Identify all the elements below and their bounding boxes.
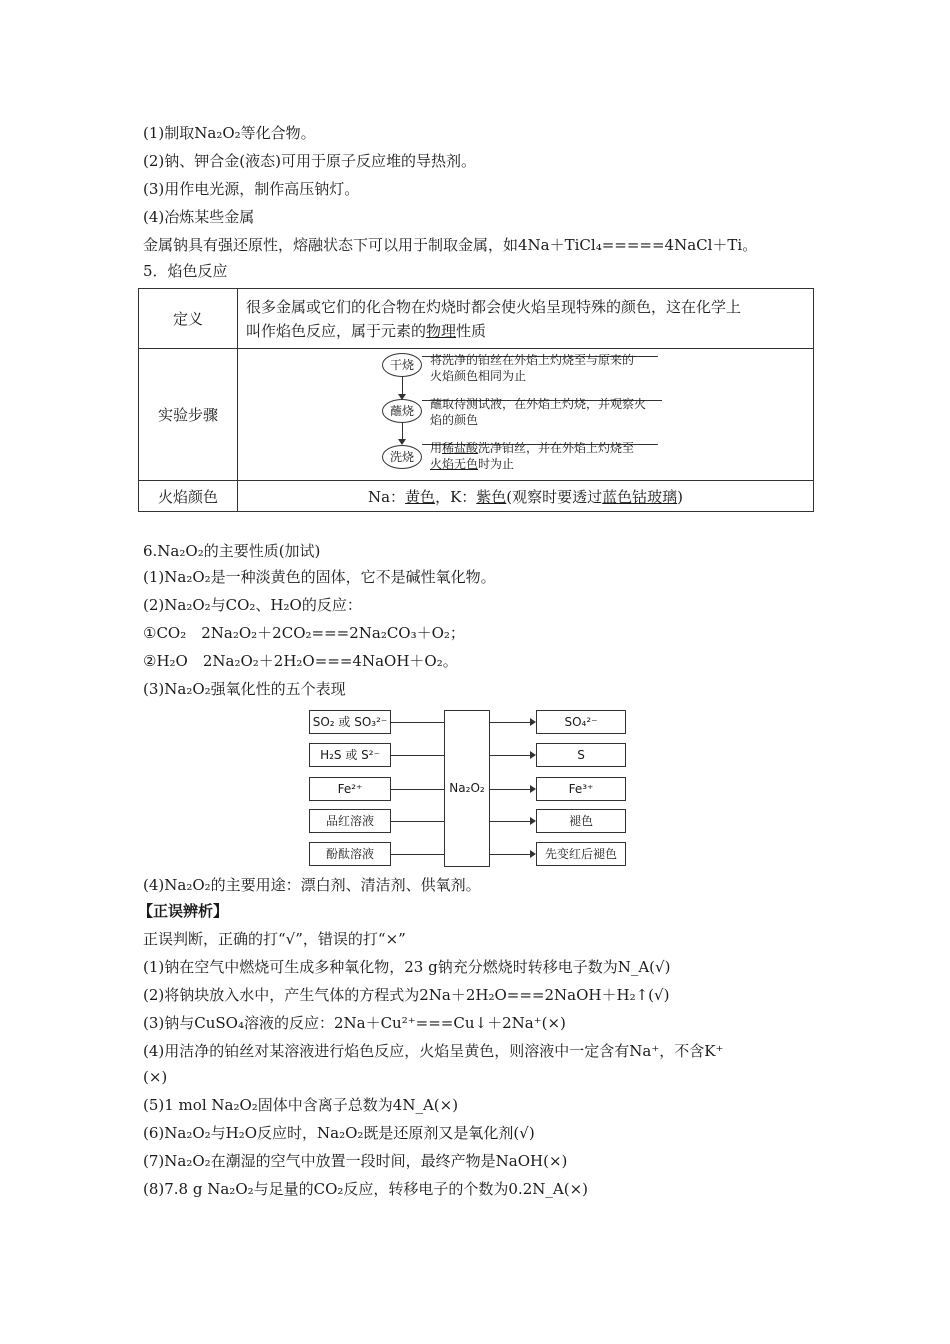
judge-q7: (7)Na₂O₂在潮湿的空气中放置一段时间，最终产物是NaOH(×) <box>143 1152 568 1170</box>
definition-cell <box>238 289 814 349</box>
judge-intro: 正误判断，正确的打“√”，错误的打“×” <box>143 930 406 948</box>
product-box-3: Fe³⁺ <box>536 777 626 801</box>
judge-q8: (8)7.8 g Na₂O₂与足量的CO₂反应，转移电子的个数为0.2N_A(×) <box>143 1180 589 1198</box>
use-line-5: 金属钠具有强还原性，熔融状态下可以用于制取金属，如4Na＋TiCl₄=====4NaCl＋Ti。 <box>143 236 758 254</box>
judge-q2: (2)将钠块放入水中，产生气体的方程式为2Na＋2H₂O===2NaOH＋H₂↑(√) <box>143 986 670 1004</box>
na2o2-center-box: Na₂O₂ <box>444 710 490 867</box>
step1-text-b: 火焰颜色相同为止 <box>430 368 527 383</box>
section6-p3: ①CO₂ 2Na₂O₂＋2CO₂===2Na₂CO₃＋O₂； <box>143 624 465 642</box>
judge-q6: (6)Na₂O₂与H₂O反应时，Na₂O₂既是还原剂又是氧化剂(√) <box>143 1124 535 1142</box>
step2-text-a: 蘸取待测试液，在外焰上灼烧，并观察火 <box>430 396 647 411</box>
product-box-1: SO₄²⁻ <box>536 710 626 734</box>
na2o2-oxidation-diagram <box>309 708 631 868</box>
flame-color-label: 火焰颜色 <box>139 481 238 512</box>
step-dip-burn-oval: 蘸烧 <box>382 399 422 423</box>
step1-text-a: 将洗净的铂丝在外焰上灼烧至与原来的 <box>430 352 635 367</box>
flame-test-table <box>138 288 814 512</box>
section6-p2: (2)Na₂O₂与CO₂、H₂O的反应： <box>143 596 362 614</box>
product-box-2: S <box>536 743 626 767</box>
step3-text-a: 用稀盐酸洗净铂丝，并在外焰上灼烧至 <box>430 440 635 455</box>
steps-cell <box>238 349 814 481</box>
judge-q4b: (×) <box>143 1068 168 1086</box>
use-line-4: (4)冶炼某些金属 <box>143 208 255 226</box>
use-line-1: (1)制取Na₂O₂等化合物。 <box>143 124 316 142</box>
definition-label: 定义 <box>139 289 238 349</box>
section6-p4: ②H₂O 2Na₂O₂＋2H₂O===4NaOH＋O₂。 <box>143 652 458 670</box>
use-line-3: (3)用作电光源，制作高压钠灯。 <box>143 180 360 198</box>
step3-text-b: 火焰无色时为止 <box>430 456 515 471</box>
reactant-box-5: 酚酞溶液 <box>309 842 391 866</box>
reactant-box-4: 品红溶液 <box>309 809 391 833</box>
step2-text-b: 焰的颜色 <box>430 412 479 427</box>
judge-q1: (1)钠在空气中燃烧可生成多种氧化物，23 g钠充分燃烧时转移电子数为N_A(√) <box>143 958 671 976</box>
section6-p5: (3)Na₂O₂强氧化性的五个表现 <box>143 680 346 698</box>
judge-title: 【正误辨析】 <box>138 902 229 920</box>
section6-p1: (1)Na₂O₂是一种淡黄色的固体，它不是碱性氧化物。 <box>143 568 496 586</box>
step-wash-burn-oval: 洗烧 <box>382 445 422 469</box>
judge-q3: (3)钠与CuSO₄溶液的反应：2Na＋Cu²⁺===Cu↓＋2Na⁺(×) <box>143 1014 566 1032</box>
flame-color-value: Na：黄色，K：紫色(观察时要透过蓝色钴玻璃) <box>238 481 814 512</box>
reactant-box-3: Fe²⁺ <box>309 777 391 801</box>
judge-q5: (5)1 mol Na₂O₂固体中含离子总数为4N_A(×) <box>143 1096 459 1114</box>
reactant-box-2: H₂S 或 S²⁻ <box>309 743 391 767</box>
section5-title: 5．焰色反应 <box>143 262 228 280</box>
product-box-4: 褪色 <box>536 809 626 833</box>
steps-diagram <box>238 350 813 480</box>
judge-q4a: (4)用洁净的铂丝对某溶液进行焰色反应，火焰呈黄色，则溶液中一定含有Na⁺，不含K⁺ <box>143 1042 724 1060</box>
steps-label: 实验步骤 <box>139 349 238 481</box>
use-line-2: (2)钠、钾合金(液态)可用于原子反应堆的导热剂。 <box>143 152 476 170</box>
definition-text-b: 叫作焰色反应，属于元素的物理性质 <box>246 321 487 340</box>
step-dry-burn-oval: 干烧 <box>382 353 422 377</box>
section6-p6: (4)Na₂O₂的主要用途：漂白剂、清洁剂、供氧剂。 <box>143 876 481 894</box>
definition-text-a: 很多金属或它们的化合物在灼烧时都会使火焰呈现特殊的颜色，这在化学上 <box>246 297 742 316</box>
reactant-box-1: SO₂ 或 SO₃²⁻ <box>309 710 391 734</box>
product-box-5: 先变红后褪色 <box>536 842 626 866</box>
section6-title: 6.Na₂O₂的主要性质(加试) <box>143 542 321 560</box>
